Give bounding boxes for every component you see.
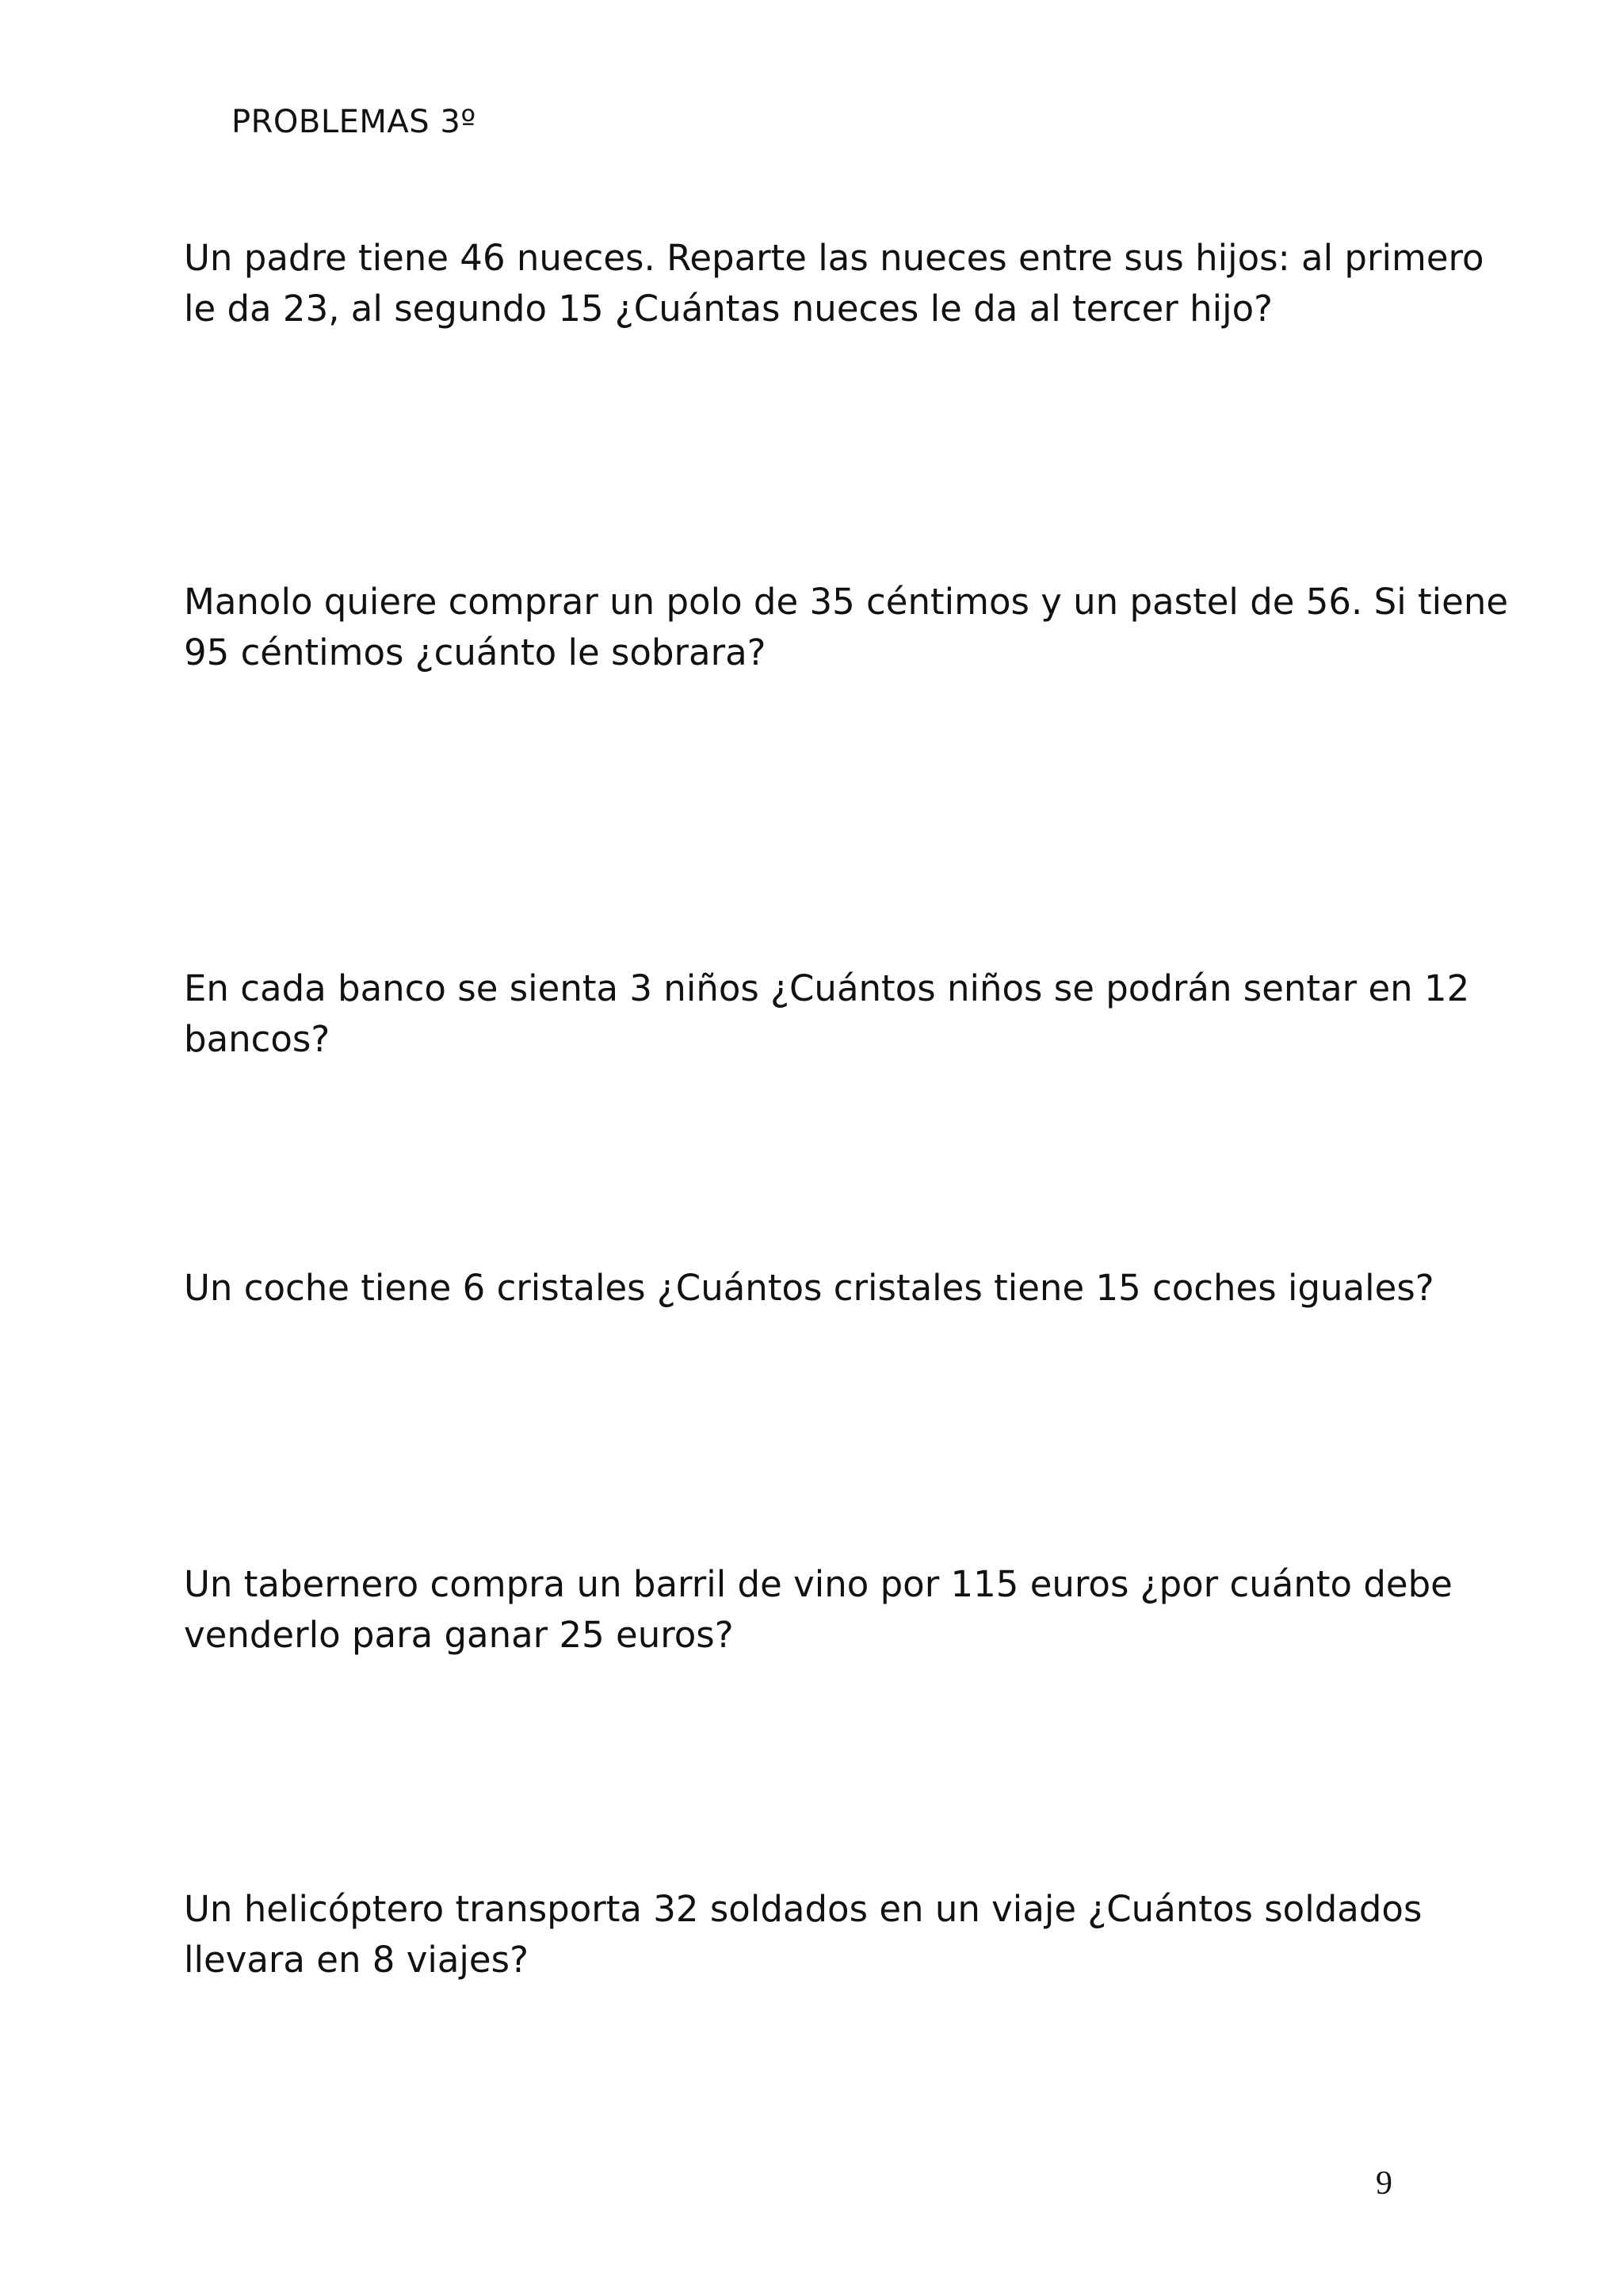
problem-2: Manolo quiere comprar un polo de 35 céntimos y un pastel de 56. Si tiene 95 céntimos ¿cuánto le sobrara? [184, 581, 1509, 673]
page-title: PROBLEMAS 3º [231, 104, 476, 140]
problem-6: Un helicóptero transporta 32 soldados en un viaje ¿Cuántos soldados llevara en 8 viajes? [184, 1888, 1423, 1981]
problem-4: Un coche tiene 6 cristales ¿Cuántos cristales tiene 15 coches iguales? [184, 1267, 1434, 1309]
problem-5: Un tabernero compra un barril de vino por 115 euros ¿por cuánto debe venderlo para ganar 25 euros? [184, 1563, 1453, 1656]
page-number: 9 [1376, 2165, 1392, 2202]
problem-3: En cada banco se sienta 3 niños ¿Cuántos niños se podrán sentar en 12 bancos? [184, 967, 1470, 1060]
problem-1: Un padre tiene 46 nueces. Reparte las nueces entre sus hijos: al primero le da 23, al segundo 15 ¿Cuántas nueces le da al tercer hijo? [184, 237, 1484, 330]
